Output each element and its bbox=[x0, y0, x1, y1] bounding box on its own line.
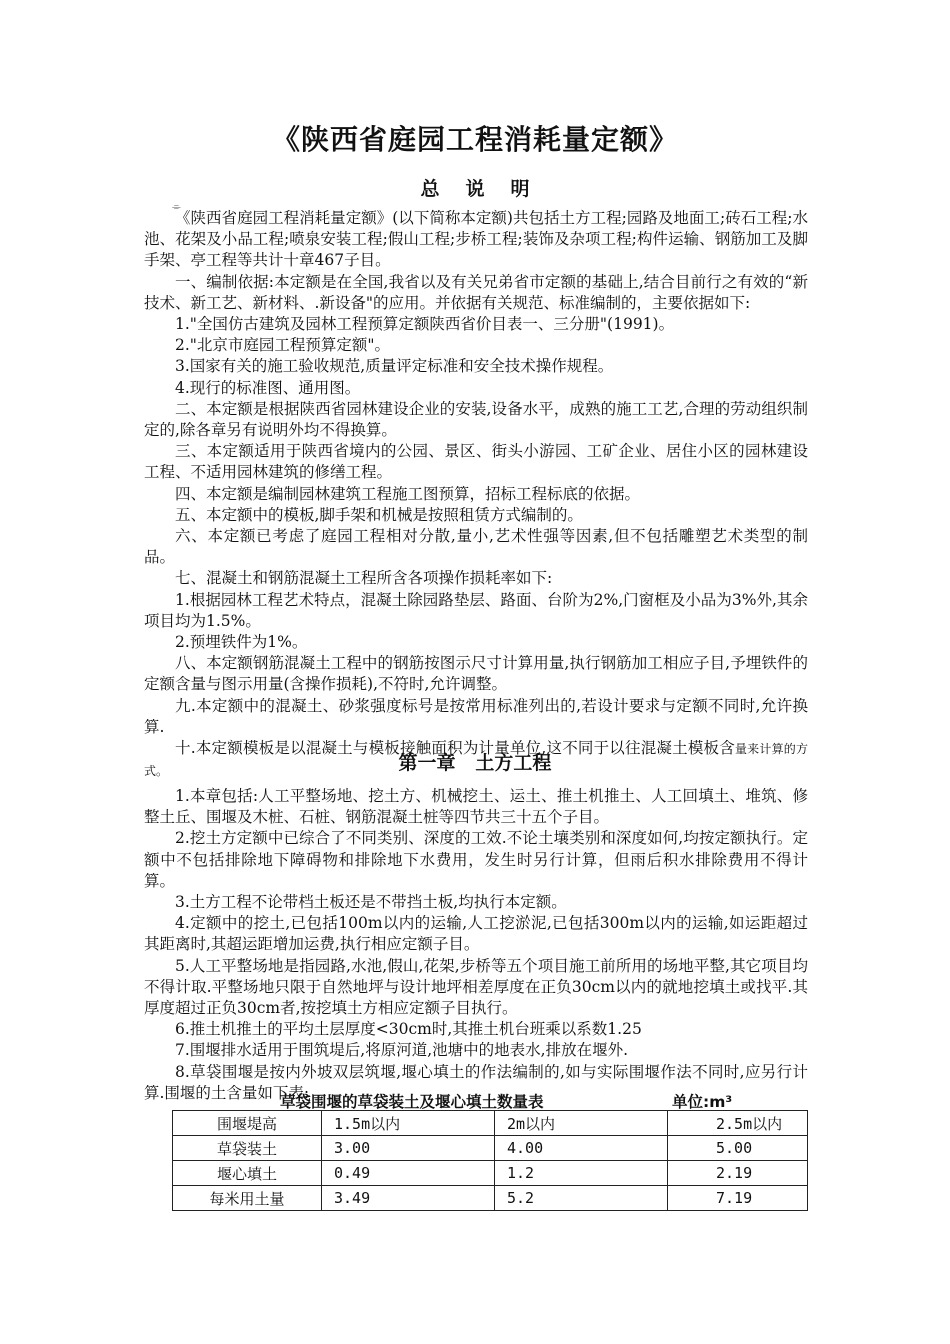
chapter-item-6: 6.推土机推土的平均土层厚度<30cm时,其推土机台班乘以系数1.25 bbox=[175, 1020, 642, 1039]
header-cell: 围堰堤高 bbox=[173, 1111, 322, 1136]
note-5: 五、本定额中的模板,脚手架和机械是按照租赁方式编制的。 bbox=[175, 505, 583, 524]
chapter-item-5: 5.人工平整场地是指园路,水池,假山,花架,步桥等五个项目施工前所用的场地平整,其它项目均不得计取.平整场地只限于自然地坪与设计地坪相差厚度在正负30cm以内的就地挖填土或找平.其厚度超过正负30cm者,按挖填土方相应定额子目执行。 bbox=[144, 956, 808, 1018]
section-title: 总说明 bbox=[420, 178, 556, 200]
basis-item-2: 2."北京市庭园工程预算定额"。 bbox=[175, 336, 391, 355]
chapter-name: 土方工程 bbox=[475, 752, 552, 774]
table-header-row bbox=[173, 1111, 808, 1136]
table-row bbox=[173, 1136, 808, 1161]
table-cell: 5.2 bbox=[495, 1186, 668, 1211]
quantity-table bbox=[172, 1110, 808, 1211]
note-2: 二、本定额是根据陕西省园林建设企业的安装,设备水平，成熟的施工工艺,合理的劳动组织制定的,除各章另有说明外均不得换算。 bbox=[144, 399, 808, 440]
note-10-tail: 量来计算的方式。 bbox=[144, 742, 808, 779]
header-cell: 2m以内 bbox=[495, 1111, 668, 1136]
table-unit: 单位:m³ bbox=[672, 1093, 733, 1111]
note-6: 六、本定额已考虑了庭园工程相对分散,量小,艺术性强等因素,但不包括雕塑艺术类型的制品。 bbox=[144, 527, 808, 567]
header-cell: 2.5m以内 bbox=[668, 1111, 808, 1136]
intro-paragraph: 《陕西省庭园工程消耗量定额》(以下简称本定额)共包括土方工程;园路及地面工;砖石工程;水池、花架及小品工程;喷泉安装工程;假山工程;步桥工程;装饰及杂项工程;构件运输、钢筋加工及脚手架、亭工程等共计十章467子目。 bbox=[144, 209, 808, 270]
document-title: 《陕西省庭园工程消耗量定额》 bbox=[271, 123, 678, 156]
row-label: 每米用土量 bbox=[173, 1186, 322, 1211]
table-caption: 草袋围堰的草袋装土及堰心填土数量表 bbox=[280, 1093, 544, 1111]
chapter-item-2: 2.挖土方定额中已综合了不同类别、深度的工效.不论土壤类别和深度如何,均按定额执行。定额中不包括排除地下障碍物和排除地下水费用，发生时另行计算，但雨后积水排除费用不得计算。 bbox=[144, 829, 808, 890]
table-cell: 4.00 bbox=[495, 1136, 668, 1161]
chapter-item-7: 7.围堰排水适用于围筑堤后,将原河道,池塘中的地表水,排放在堰外. bbox=[175, 1041, 628, 1060]
note-10-text: 十.本定额模板是以混凝土与模板接触面积为计量单位,这不同于以往混凝土模板含 bbox=[175, 739, 735, 758]
general-notes bbox=[144, 208, 808, 782]
note-1: 一、编制依据:本定额是在全国,我省以及有关兄弟省市定额的基础上,结合目前行之有效的“新技术、新工艺、新材料、.新设备"的应用。并依据有关规范、标准编制的，主要依据如下: bbox=[144, 272, 808, 312]
chapter-notes bbox=[144, 786, 808, 1104]
note-9: 九.本定额中的混凝土、砂浆强度标号是按常用标准列出的,若设计要求与定额不同时,允许换算. bbox=[144, 696, 808, 736]
chapter-item-8: 8.草袋围堰是按内外坡双层筑堰,堰心填土的作法编制的,如与实际围堰作法不同时,应另行计算.围堰的土含量如下表: bbox=[144, 1062, 808, 1102]
note-3: 三、本定额适用于陕西省境内的公园、景区、街头小游园、工矿企业、居住小区的园林建设工程、不适用园林建筑的修缮工程。 bbox=[144, 442, 808, 482]
basis-item-3: 3.国家有关的施工验收规范,质量评定标准和安全技术操作规程。 bbox=[175, 357, 614, 376]
table-row bbox=[173, 1161, 808, 1186]
chapter-number: 第一章 bbox=[398, 752, 456, 774]
table-row bbox=[173, 1186, 808, 1211]
chapter-item-4: 4.定额中的挖土,已包括100m以内的运输,人工挖淤泥,已包括300m以内的运输,如运距超过其距离时,其超运距增加运费,执行相应定额子目。 bbox=[144, 914, 808, 954]
chapter-title bbox=[0, 748, 950, 775]
chapter-item-3: 3.土方工程不论带档土板还是不带挡土板,均执行本定额。 bbox=[175, 893, 567, 912]
paragraph-mark: ⌯ bbox=[172, 200, 181, 213]
loss-item-2: 2.预埋铁件为1%。 bbox=[175, 633, 308, 652]
table-cell: 2.19 bbox=[668, 1161, 808, 1186]
note-8: 八、本定额钢筋混凝土工程中的钢筋按图示尺寸计算用量,执行钢筋加工相应子目,予埋铁件的定额含量与图示用量(含操作损耗),不符时,允许调整。 bbox=[144, 654, 808, 694]
header-cell: 1.5m以内 bbox=[322, 1111, 495, 1136]
chapter-item-1: 1.本章包括:人工平整场地、挖土方、机械挖土、运土、推土机推土、人工回填土、堆筑、修整土丘、围堰及木桩、石桩、钢筋混凝土桩等四节共三十五个子目。 bbox=[144, 787, 808, 827]
table-cell: 3.49 bbox=[322, 1186, 495, 1211]
basis-item-4: 4.现行的标准图、通用图。 bbox=[175, 378, 361, 397]
note-7: 七、混凝土和钢筋混凝土工程所含各项操作损耗率如下: bbox=[175, 569, 553, 588]
basis-item-1: 1."全国仿古建筑及园林工程预算定额陕西省价目表一、三分册"(1991)。 bbox=[175, 315, 675, 334]
table-cell: 5.00 bbox=[668, 1136, 808, 1161]
table-cell: 0.49 bbox=[322, 1161, 495, 1186]
loss-item-1: 1.根据园林工程艺术特点，混凝土除园路垫层、路面、台阶为2%,门窗框及小品为3%外,其余项目均为1.5%。 bbox=[144, 590, 808, 630]
note-4: 四、本定额是编制园林建筑工程施工图预算，招标工程标底的依据。 bbox=[175, 484, 641, 503]
table-cell: 7.19 bbox=[668, 1186, 808, 1211]
row-label: 堰心填土 bbox=[173, 1161, 322, 1186]
table-cell: 3.00 bbox=[322, 1136, 495, 1161]
row-label: 草袋装土 bbox=[173, 1136, 322, 1161]
table-cell: 1.2 bbox=[495, 1161, 668, 1186]
